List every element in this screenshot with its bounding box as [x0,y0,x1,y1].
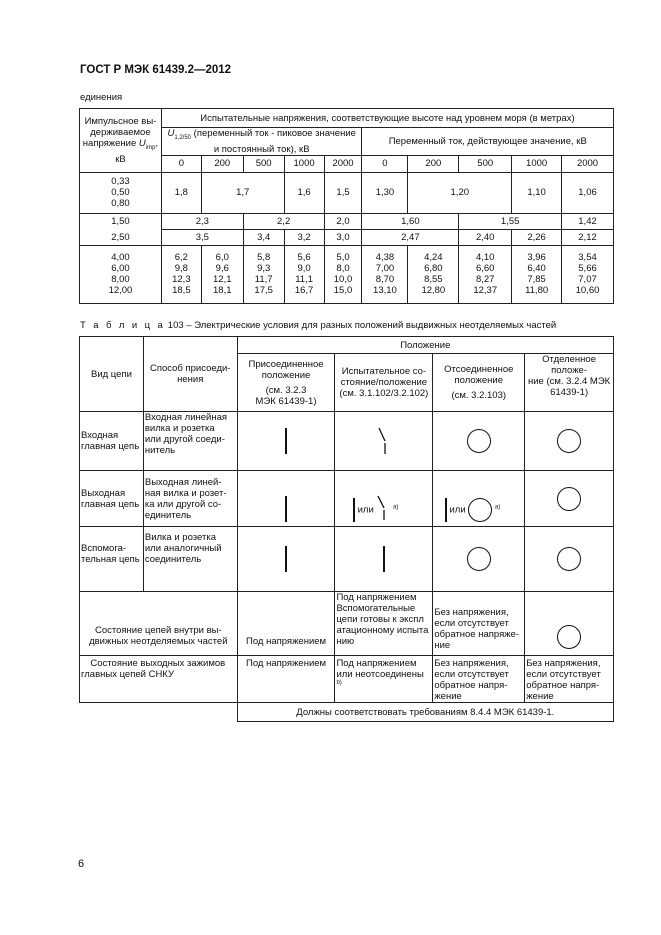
value-cell: 3,54 5,66 7,07 10,60 [562,245,614,303]
connected-symbol-cell [237,471,335,527]
value-cell: 6,2 9,8 12,3 18,5 [161,245,201,303]
table-row [80,592,614,656]
value-cell: 1,10 [512,172,562,213]
output-terminals-label: Состояние выходных зажимов главных цепей СНКУ [80,656,238,703]
value-cell: 4,10 6,60 8,27 12,37 [459,245,512,303]
value-cell: 3,2 [284,229,324,245]
withdrawable-parts-table [79,336,614,722]
test-symbol-cell [335,471,433,527]
removed-symbol-cell [525,471,614,527]
page-number: 6 [78,858,85,870]
connection-method-header: Способ присоеди- нения [143,337,237,412]
isolated-circle-icon [557,547,581,571]
disconnected-position-header: Отсоединенное положение (см. 3.2.103) [433,354,525,412]
removed-output-cell: Без напряжения, если отсутствует обратное напря- жение [525,656,614,703]
closed-contact-icon [383,546,385,572]
footnote-a: a) [393,504,399,511]
value-cell: 1,7 [201,172,284,213]
isolated-circle-icon [467,429,491,453]
document-header: ГОСТ Р МЭК 61439.2—2012 [80,64,232,76]
table-row [80,527,614,592]
disconnected-symbol-cell [433,527,525,592]
ac-group-header: Переменный ток, действующее значение, кВ [362,128,614,156]
isolated-circle-icon [557,625,581,649]
value-cell: 1,5 [324,172,362,213]
value-cell: 1,60 [362,213,459,229]
circuit-type-cell: Входная главная цепь [80,412,144,471]
table-continuation-label: единения [80,92,123,103]
impulse-cell: 0,33 0,50 0,80 [80,172,162,213]
connected-state-cell: Под напряжением [237,592,335,656]
altitude-cell: 0 [161,155,201,172]
value-cell: 1,55 [459,213,562,229]
table-row [80,245,614,303]
value-cell: 1,8 [161,172,201,213]
connected-symbol-cell [237,527,335,592]
test-voltage-table [79,108,614,304]
test-symbol-cell [335,412,433,471]
connected-symbol-cell [237,412,335,471]
table-103-title: Т а б л и ц а 103 – Электрические условия для разных положений выдвижных неотделяемых частей [80,320,557,331]
test-symbol-cell [335,527,433,592]
value-cell: 2,0 [324,213,362,229]
removed-symbol-cell [525,527,614,592]
table-row [80,213,614,229]
connected-position-header: Присоединенное положение (см. 3.2.3 МЭК 61439-1) [237,354,335,412]
open-contact-icon [374,426,394,456]
removed-state-cell [525,592,614,656]
isolated-circle-icon [557,429,581,453]
value-cell: 5,6 9,0 11,1 16,7 [284,245,324,303]
connected-output-cell: Под напряжением [237,656,335,703]
altitude-cell: 2000 [324,155,362,172]
value-cell: 2,47 [362,229,459,245]
isolated-circle-icon [468,498,492,522]
closed-contact-icon [445,498,447,522]
disconnected-state-cell: Без напряжения, если отсутствует обратное напряже- ние [433,592,525,656]
altitude-cell: 200 [408,155,459,172]
value-cell: 1,20 [408,172,512,213]
closed-contact-icon [353,498,355,522]
value-cell: 3,5 [161,229,243,245]
value-cell: 5,0 8,0 10,0 15,0 [324,245,362,303]
impulse-cell: 1,50 [80,213,162,229]
footnote-a: a) [494,504,501,511]
value-cell: 1,30 [362,172,408,213]
value-cell: 3,4 [243,229,284,245]
value-cell: 1,6 [284,172,324,213]
impulse-cell: 2,50 [80,229,162,245]
value-cell: 1,42 [562,213,614,229]
open-contact-icon [376,494,390,522]
value-cell: 3,0 [324,229,362,245]
circuit-type-cell: Выходная главная цепь [80,471,144,527]
altitude-cell: 1000 [284,155,324,172]
test-state-cell: Под напряжением Вспомогательные цепи готовы к экспл атационному испыта нию [335,592,433,656]
altitude-cell: 0 [362,155,408,172]
value-cell: 4,38 7,00 8,70 13,10 [362,245,408,303]
position-header: Положение [237,337,613,354]
altitude-cell: 200 [201,155,243,172]
table-row [80,412,614,471]
value-cell: 2,40 [459,229,512,245]
value-cell: 2,12 [562,229,614,245]
test-voltages-header: Испытательные напряжения, соответствующие высоте над уровнем моря (в метрах) [161,109,613,128]
removed-symbol-cell [525,412,614,471]
altitude-cell: 500 [243,155,284,172]
value-cell: 2,2 [243,213,324,229]
closed-contact-icon [285,428,287,454]
closed-contact-icon [285,546,287,572]
value-cell: 1,06 [562,172,614,213]
disconnected-symbol-cell [433,471,525,527]
or-label: или [357,504,374,516]
table-row [80,471,614,527]
or-label: или [449,504,466,516]
value-cell: 4,24 6,80 8,55 12,80 [408,245,459,303]
value-cell: 3,96 6,40 7,85 11,80 [512,245,562,303]
value-cell: 6,0 9,6 12,1 18,1 [201,245,243,303]
isolated-circle-icon [557,487,581,511]
value-cell: 2,26 [512,229,562,245]
table-row [80,656,614,703]
table-row [80,229,614,245]
disconnected-symbol-cell [433,412,525,471]
altitude-cell: 2000 [562,155,614,172]
isolated-circle-icon [467,547,491,571]
altitude-cell: 500 [459,155,512,172]
altitude-cell: 1000 [512,155,562,172]
connection-method-cell: Выходная линей- ная вилка и розет- ка или другой со- единитель [143,471,237,527]
test-position-header: Испытательное со- стояние/положение (см. 3.1.102/3.2.102) [335,354,433,412]
impulse-cell: 4,00 6,00 8,00 12,00 [80,245,162,303]
impulse-voltage-header: Импульсное вы- держиваемое напряжение $U_{imp}$, кВ [80,109,162,173]
removed-position-header: Отделенное положе- ние (см. 3.2.4 МЭК 61439-1) [525,354,614,412]
requirement-note: Должны соответствовать требованиям 8.4.4 МЭК 61439-1. [237,703,613,722]
circuit-type-header: Вид цепи [80,337,144,412]
footnote-b: b) [336,680,342,686]
value-cell: 2,3 [161,213,243,229]
connection-method-cell: Входная линейная вилка и розетка или другой соеди- нитель [143,412,237,471]
value-cell: 5,8 9,3 11,7 17,5 [243,245,284,303]
impulse-dc-group-header: $U_{1,2/50}$ (переменный ток - пиковое значение и постоянный ток), кВ [161,128,362,156]
closed-contact-icon [285,496,287,522]
connection-method-cell: Вилка и розетка или аналогичный соединитель [143,527,237,592]
table-row [80,703,614,722]
disconnected-output-cell: Без напряжения, если отсутствует обратное напря- жение [433,656,525,703]
test-output-cell: Под напряжением или неотсоединены b) [335,656,433,703]
table-row [80,172,614,213]
circuit-state-label: Состояние цепей внутри вы- движных неотделяемых частей [80,592,238,656]
empty-cell [80,703,238,722]
circuit-type-cell: Вспомога- тельная цепь [80,527,144,592]
